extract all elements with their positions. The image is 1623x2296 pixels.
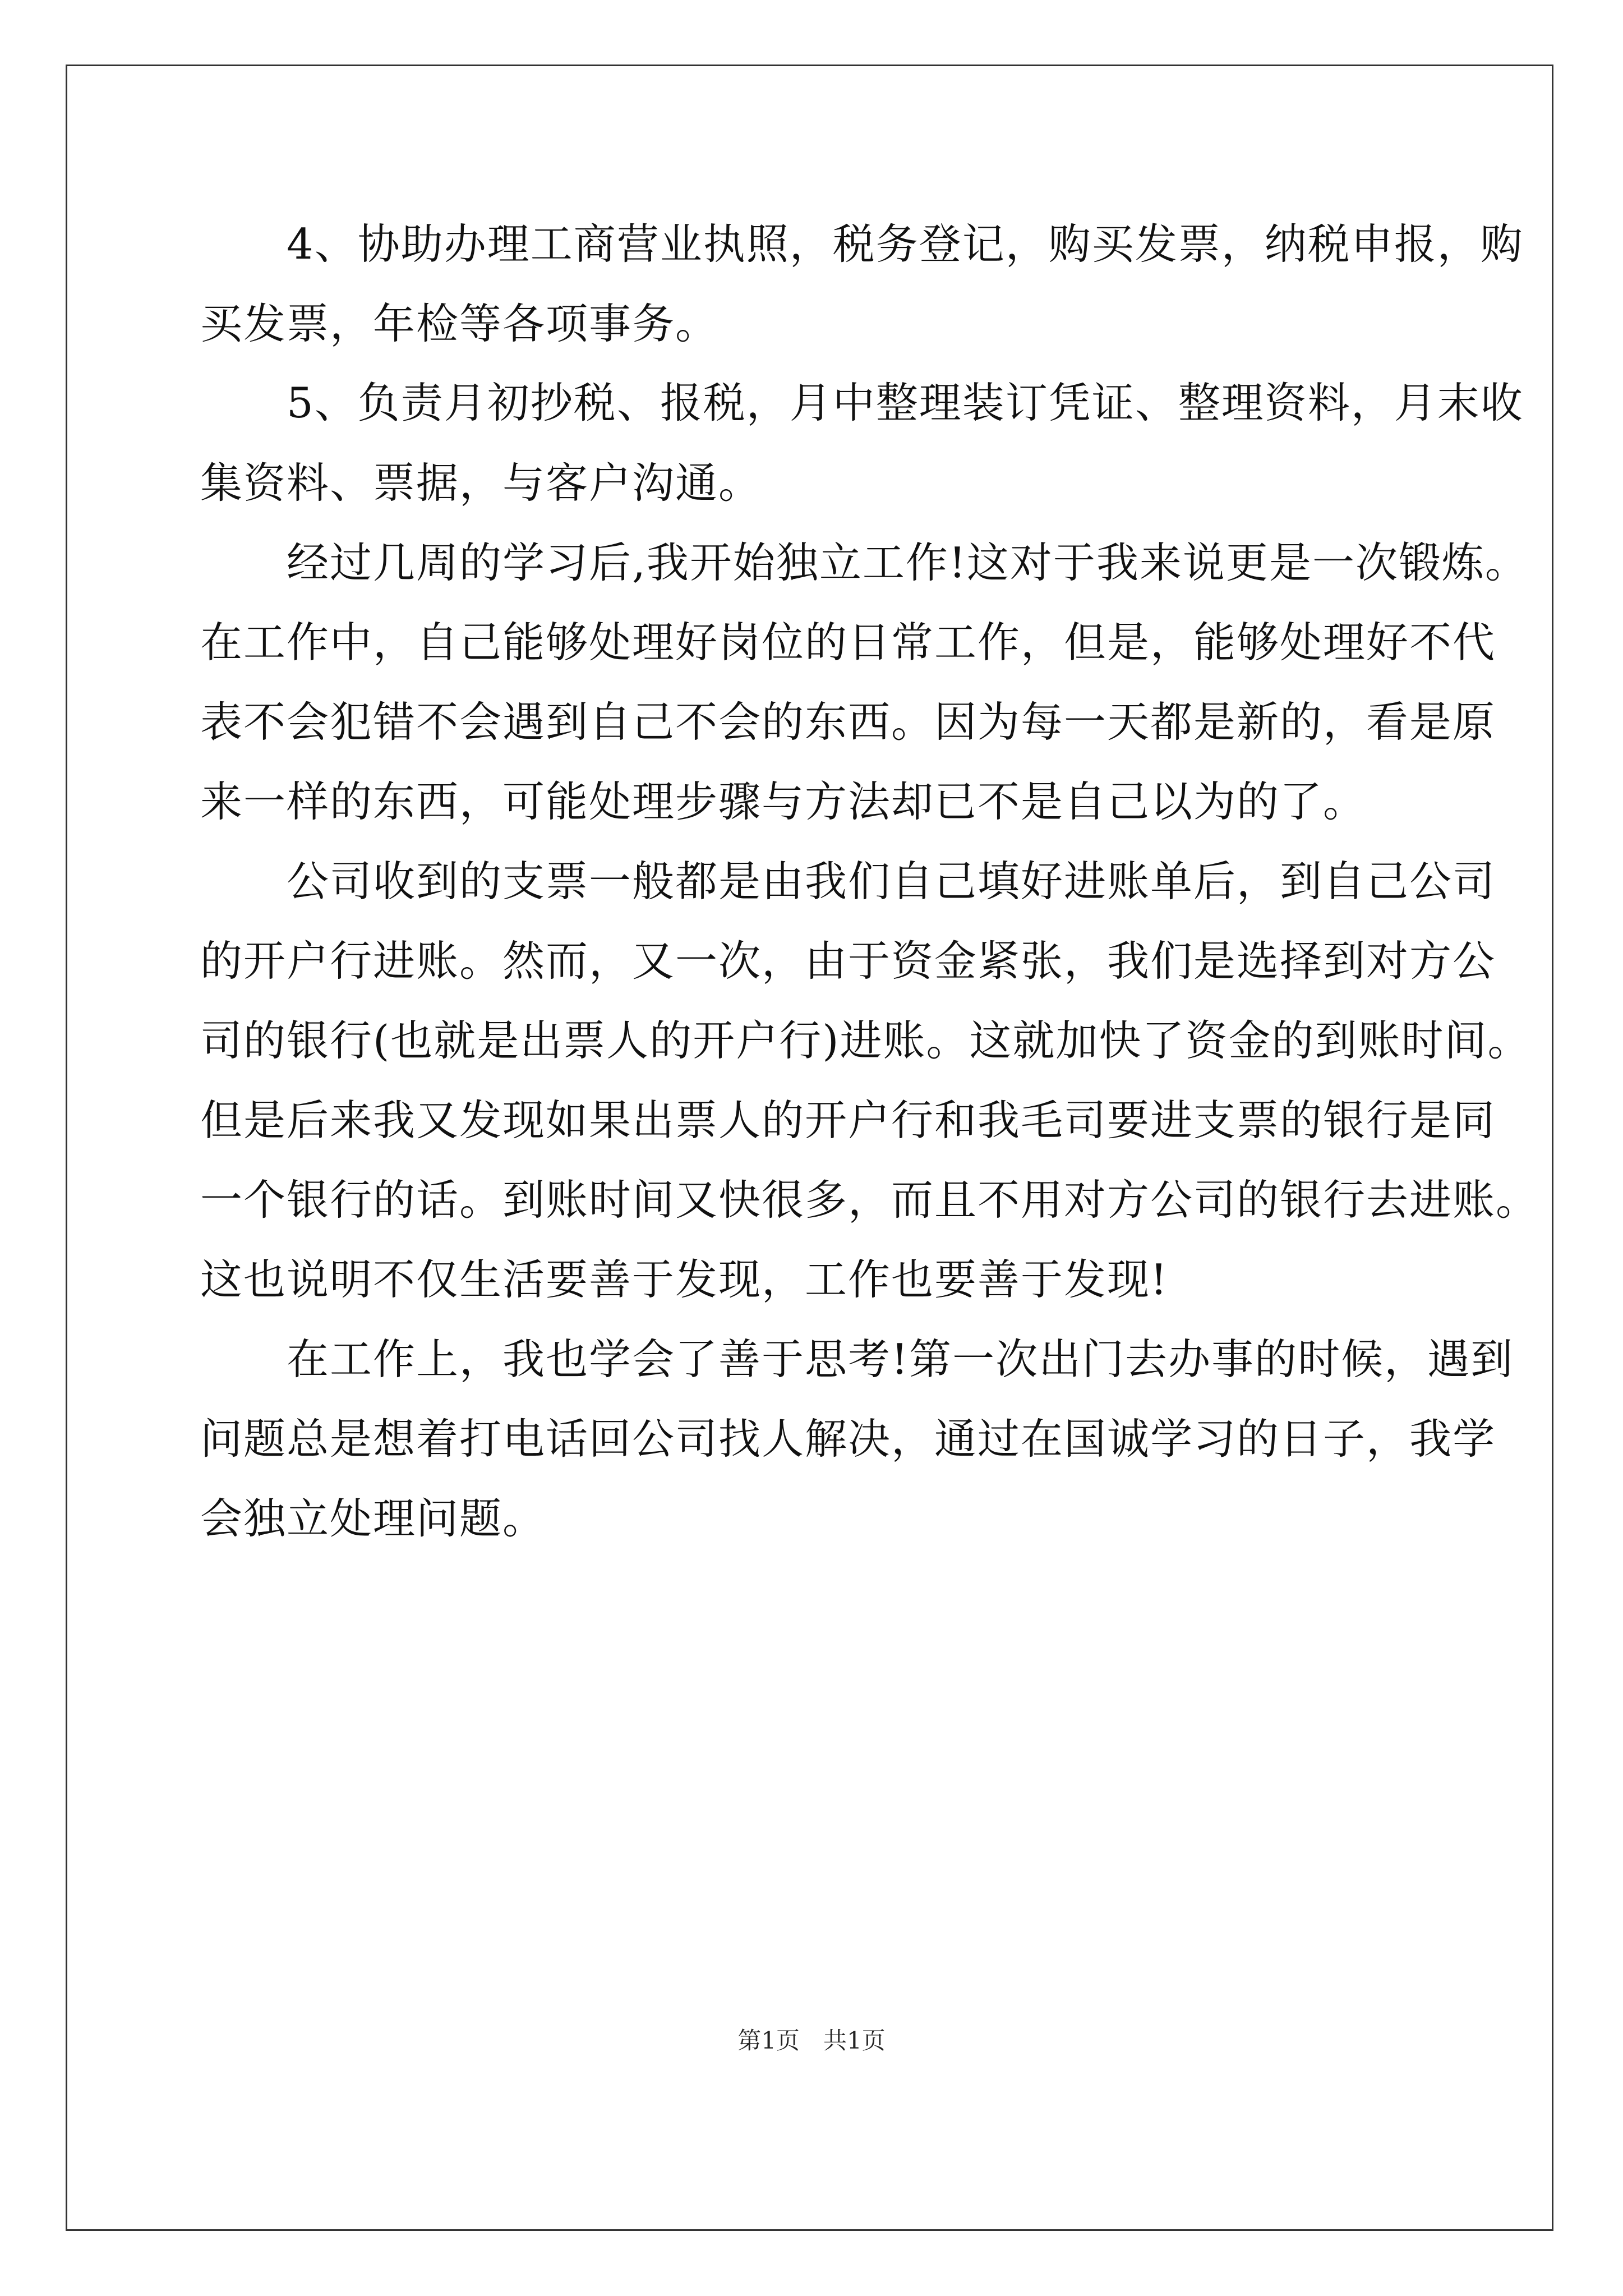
text-line: 司的银行(也就是出票人的开户行)进账。这就加快了资金的到账时间。	[200, 1016, 1531, 1065]
text-line: 在工作中，自己能够处理好岗位的日常工作，但是，能够处理好不代	[200, 618, 1496, 667]
text-line: 5、负责月初抄税、报税，月中整理装订凭证、整理资料，月末收	[200, 378, 1524, 427]
text-line: 买发票，年检等各项事务。	[200, 299, 719, 348]
text-line: 公司收到的支票一般都是由我们自己填好进账单后，到自己公司	[200, 857, 1496, 906]
page-number: 第1页 共1页	[737, 2027, 886, 2054]
text-line: 集资料、票据，与客户沟通。	[200, 458, 762, 508]
text-line: 问题总是想着打电话回公司找人解决，通过在国诚学习的日子，我学	[200, 1414, 1496, 1464]
text-line: 4、协助办理工商营业执照，税务登记，购买发票，纳税申报，购	[200, 219, 1524, 269]
text-line: 来一样的东西，可能处理步骤与方法却已不是自己以为的了。	[200, 777, 1367, 826]
text-line: 一个银行的话。到账时间又快很多，而且不用对方公司的银行去进账。	[200, 1175, 1539, 1225]
text-line: 表不会犯错不会遇到自己不会的东西。因为每一天都是新的，看是原	[200, 697, 1496, 747]
text-line: 这也说明不仅生活要善于发现，工作也要善于发现!	[200, 1255, 1169, 1304]
text-line: 但是后来我又发现如果出票人的开户行和我毛司要进支票的银行是同	[200, 1096, 1496, 1145]
page-footer	[0, 2024, 1623, 2058]
text-line: 会独立处理问题。	[200, 1494, 546, 1543]
text-line: 的开户行进账。然而，又一次，由于资金紧张，我们是选择到对方公	[200, 936, 1496, 986]
text-line: 经过几周的学习后,我开始独立工作!这对于我来说更是一次锻炼。	[200, 538, 1528, 587]
text-line: 在工作上，我也学会了善于思考!第一次出门去办事的时候，遇到	[200, 1335, 1514, 1384]
